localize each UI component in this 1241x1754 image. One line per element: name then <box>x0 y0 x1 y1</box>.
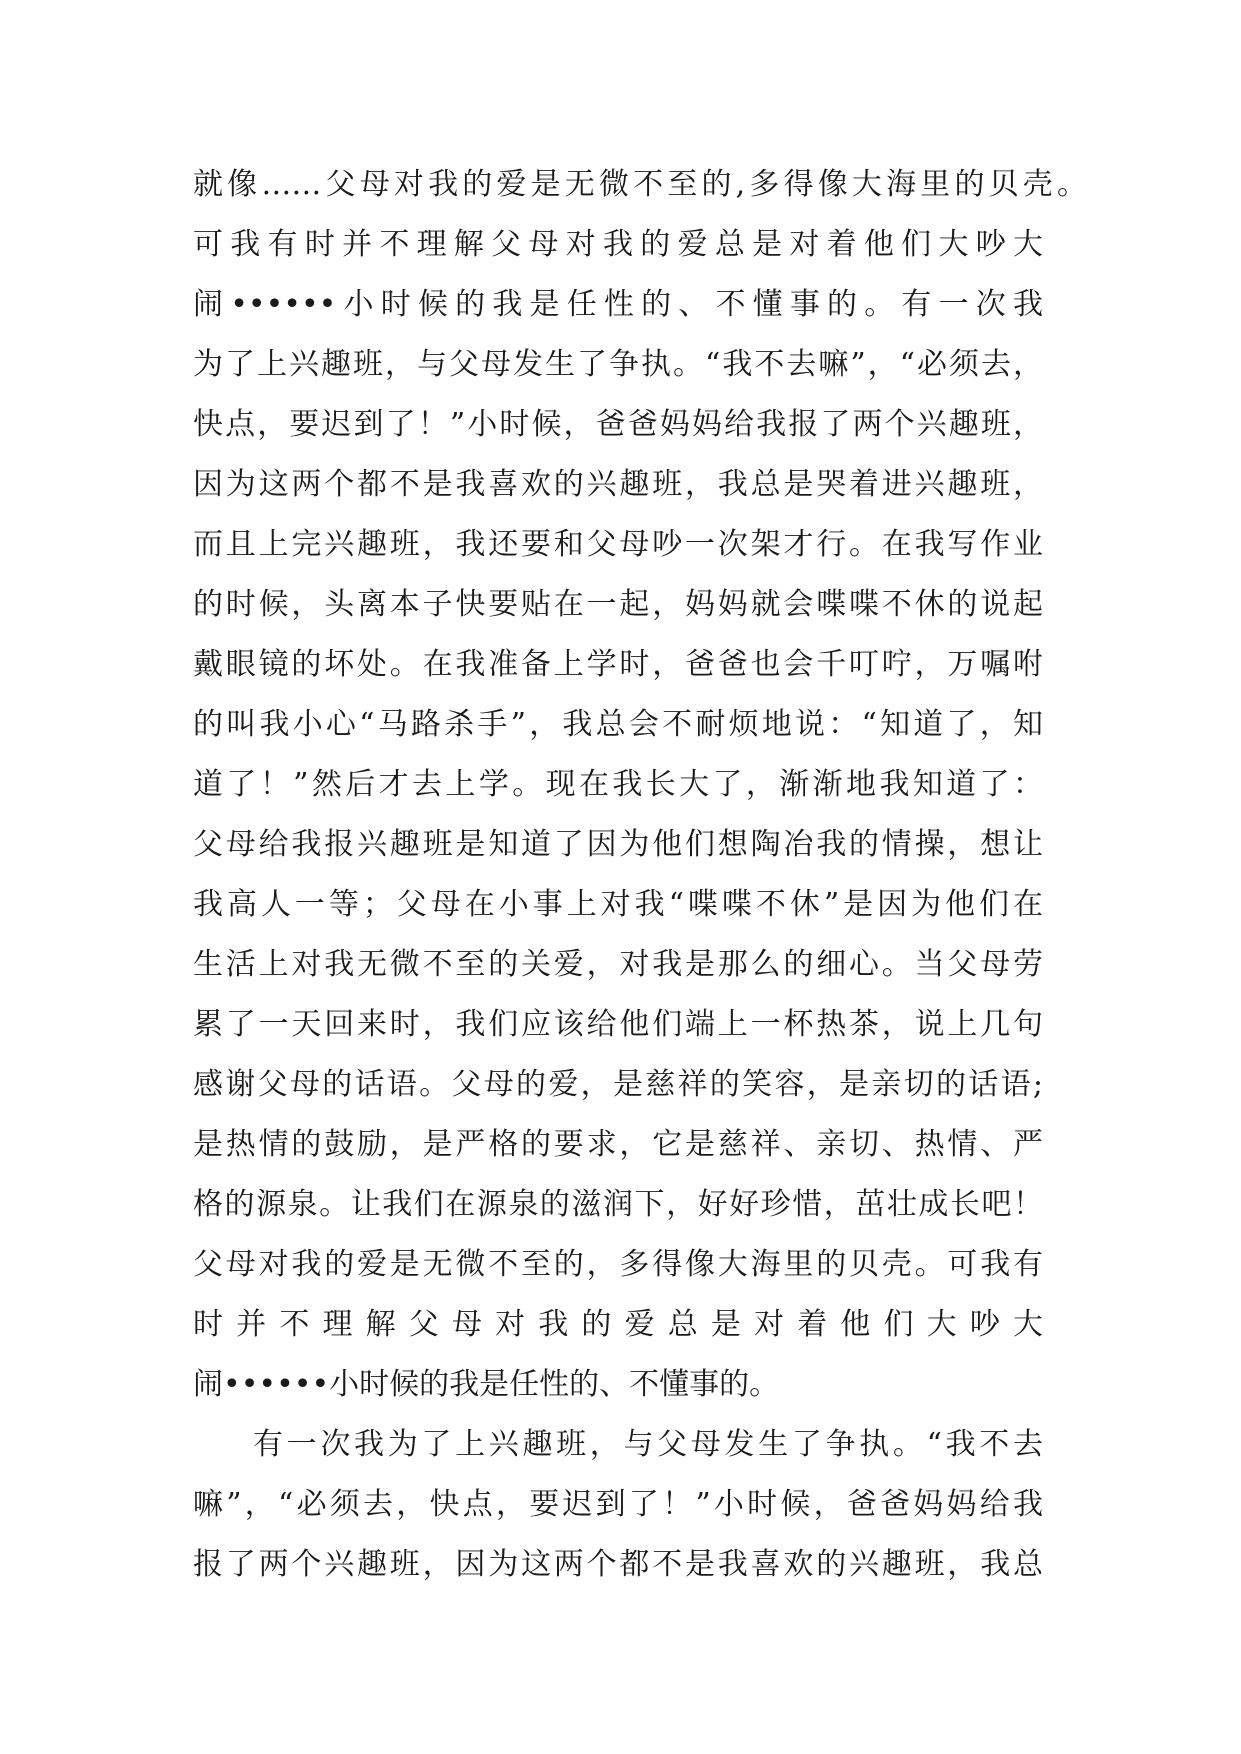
text-line: 感谢父母的话语。父母的爱，是慈祥的笑容，是亲切的话语; <box>193 1067 1043 1102</box>
text-line: 累了一天回来时，我们应该给他们端上一杯热茶，说上几句 <box>193 1007 1043 1042</box>
text-line: 嘛”，“必须去，快点，要迟到了！”小时候，爸爸妈妈给我 <box>193 1487 1043 1522</box>
text-line: 父母给我报兴趣班是知道了因为他们想陶冶我的情操，想让 <box>193 827 1043 862</box>
text-line: 戴眼镜的坏处。在我准备上学时，爸爸也会千叮咛，万嘱咐 <box>193 647 1043 682</box>
text-line: 时并不理解父母对我的爱总是对着他们大吵大 <box>193 1307 1043 1342</box>
essay-text <box>193 165 1087 1605</box>
text-line: 父母对我的爱是无微不至的，多得像大海里的贝壳。可我有 <box>193 1247 1043 1282</box>
text-line: 道了！”然后才去上学。现在我长大了，渐渐地我知道了： <box>193 767 1043 802</box>
text-line: 而且上完兴趣班，我还要和父母吵一次架才行。在我写作业 <box>193 527 1043 562</box>
text-line: 快点，要迟到了！”小时候，爸爸妈妈给我报了两个兴趣班， <box>193 407 1043 442</box>
text-line: 报了两个兴趣班，因为这两个都不是我喜欢的兴趣班，我总 <box>193 1547 1043 1582</box>
text-line: 的叫我小心“马路杀手”，我总会不耐烦地说：“知道了，知 <box>193 707 1043 742</box>
text-line: 格的源泉。让我们在源泉的滋润下，好好珍惜，茁壮成长吧！ <box>193 1187 1043 1222</box>
text-line: 我高人一等；父母在小事上对我“喋喋不休”是因为他们在 <box>193 887 1043 922</box>
text-line: 是热情的鼓励，是严格的要求，它是慈祥、亲切、热情、严 <box>193 1127 1043 1162</box>
text-line: 闹••••••小时候的我是任性的、不懂事的。有一次我 <box>193 287 1043 322</box>
text-line: 的时候，头离本子快要贴在一起，妈妈就会喋喋不休的说起 <box>193 587 1043 622</box>
text-line: 因为这两个都不是我喜欢的兴趣班，我总是哭着进兴趣班， <box>193 467 1043 502</box>
text-line: 可我有时并不理解父母对我的爱总是对着他们大吵大 <box>193 227 1043 262</box>
text-line: 就像……父母对我的爱是无微不至的,多得像大海里的贝壳。 <box>193 167 1087 202</box>
text-line: 闹••••••小时候的我是任性的、不懂事的。 <box>193 1367 780 1402</box>
text-line: 为了上兴趣班，与父母发生了争执。“我不去嘛”，“必须去， <box>193 347 1043 382</box>
text-line: 生活上对我无微不至的关爱，对我是那么的细心。当父母劳 <box>193 947 1043 982</box>
paragraph-first-line: 有一次我为了上兴趣班，与父母发生了争执。“我不去 <box>253 1427 1043 1462</box>
